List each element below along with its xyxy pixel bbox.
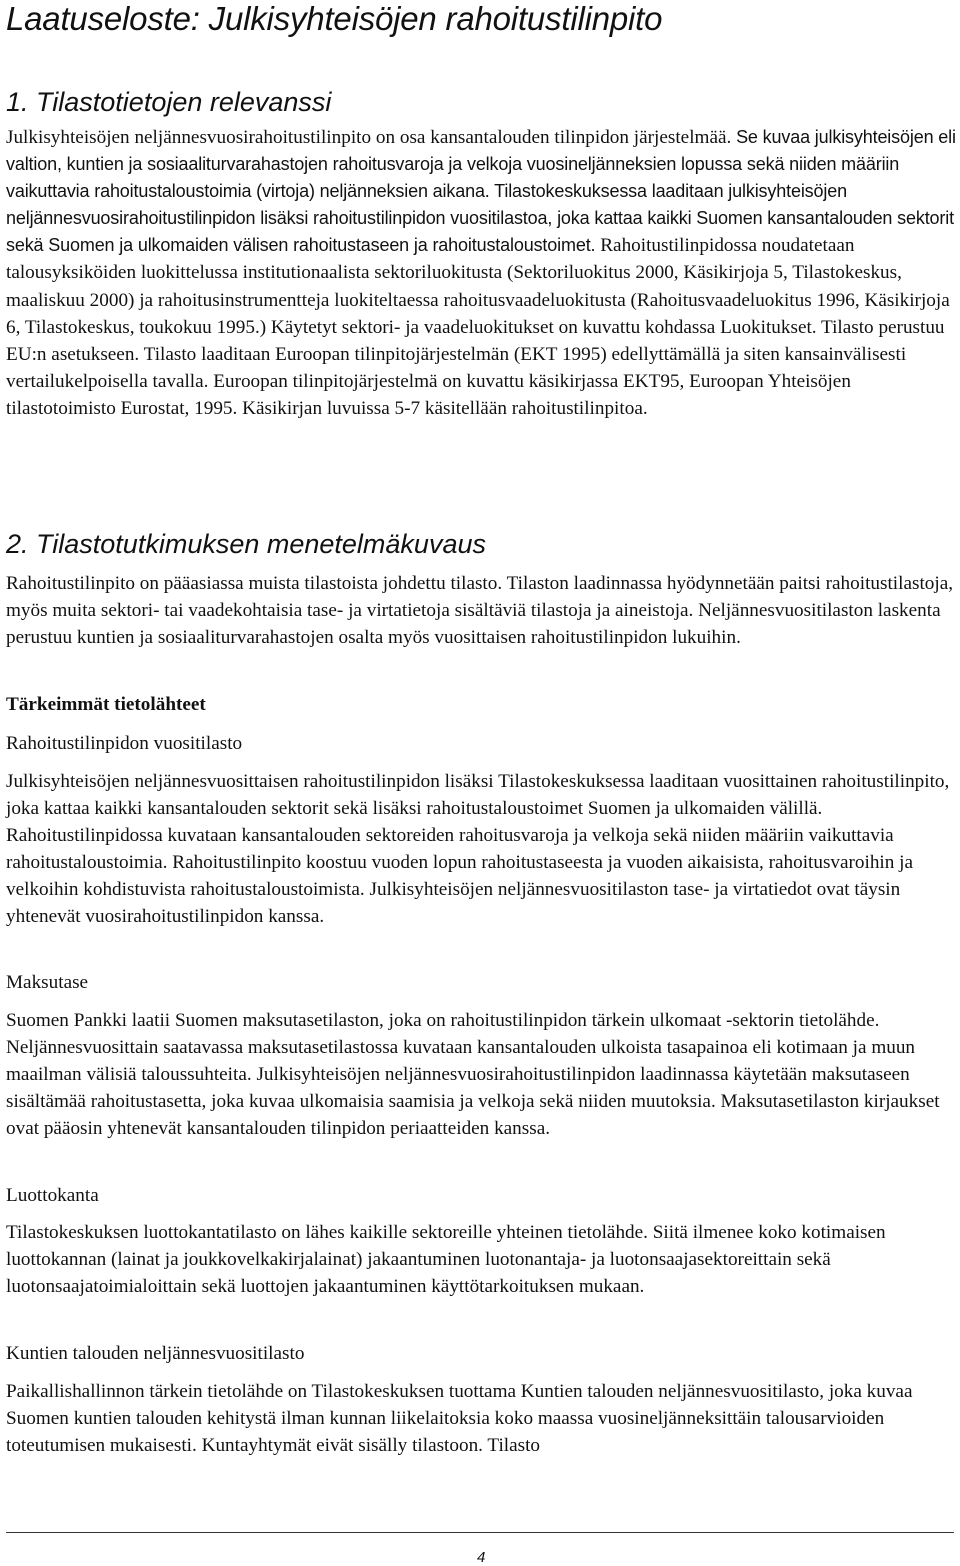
section-2-heading: 2. Tilastotutkimuksen menetelmäkuvaus <box>6 529 486 559</box>
source-4-text: Paikallishallinnon tärkein tietolähde on Tilastokeskuksen tuottama Kuntien talouden neljännesvuositilasto, joka kuvaa Suomen kuntien talouden kehitystä ilman kunnan liikelaitoksia koko maassa vuosineljänneksittäin talousarvioiden toteutumisen mukaisesti. Kuntayhtymät eivät sisälly tilastoon. Tilasto <box>6 1381 913 1457</box>
source-4-title: Kuntien talouden neljännesvuositilasto <box>6 1343 305 1364</box>
page-number: 4 <box>477 1549 486 1566</box>
section-1-paragraph <box>6 124 958 422</box>
section-2-intro: Rahoitustilinpito on pääasiassa muista tilastoista johdettu tilasto. Tilaston laadinnassa hyödynnetään paitsi rahoitustilastoja, myös muita sektori- tai vaadekohtaisia tase- ja virtatietoja sisältäviä tilastoja ja aineistoja. Neljännesvuositilaston laskenta perustuu kuntien ja sosiaaliturvarahastojen osalta myös vuosittaisen rahoitustilinpidon lukuihin. <box>6 573 954 649</box>
source-2-text: Suomen Pankki laatii Suomen maksutasetilaston, joka on rahoitustilinpidon tärkein ulkomaat -sektorin tietolähde. Neljännesvuosittain saatavassa maksutasetilastossa kuvataan kansantalouden ulkoista tasapainoa eli kotimaan ja muun maailman välisiä taloussuhteita. Julkisyhteisöjen neljännesvuosirahoitustilinpidon laadinnassa käytetään maksutaseen sisältämää rahoitustasetta, joka kuvaa ulkomaisia saamisia ja velkoja sekä niiden muutoksia. Maksutasetilaston kirjaukset ovat pääosin yhtenevät kansantalouden tilinpidon periaatteiden kanssa. <box>6 1010 940 1140</box>
source-1-title: Rahoitustilinpidon vuositilasto <box>6 733 243 754</box>
section-1-heading: 1. Tilastotietojen relevanssi <box>6 87 332 117</box>
source-1-text: Julkisyhteisöjen neljännesvuosittaisen rahoitustilinpidon lisäksi Tilastokeskuksessa laaditaan vuosittainen rahoitustilinpito, joka kattaa kaikki kansantalouden sektorit sekä lisäksi rahoitustaloustoimet Suomen ja ulkomaiden välillä. Rahoitustilinpidossa kuvataan kansantalouden sektoreiden rahoitusvaroja ja velkoja sekä niiden määriin vaikuttavia rahoitustaloustoimia. Rahoitustilinpito koostuu vuoden lopun rahoitustaseesta ja vuoden aikaisista, rahoitusvaroihin ja velkoihin kohdistuvista rahoitustaloustoimista. Julkisyhteisöjen neljännesvuositilaston tase- ja virtatiedot ovat täysin yhtenevät vuosirahoitustilinpidon kanssa. <box>6 771 950 928</box>
source-2-title: Maksutase <box>6 972 89 993</box>
section-1-text-c: Rahoitustilinpidossa noudatetaan talousyksiköiden luokittelussa institutionaalista sektoriluokitusta (Sektoriluokitus 2000, Käsikirjoja 5, Tilastokeskus, maaliskuu 2000) ja rahoitusinstrumentteja luokiteltaessa rahoitusvaadeluokitusta (Rahoitusvaadeluokitus 1996, Käsikirjoja 6, Tilastokeskus, toukokuu 1995.) Käytetyt sektori- ja vaadeluokitukset on kuvattu kohdassa Luokitukset. Tilasto perustuu EU:n asetukseen. Tilasto laaditaan Euroopan tilinpitojärjestelmän (EKT 1995) edellyttämällä ja siten kansainvälisesti vertailukelpoisella tavalla. Euroopan tilinpitojärjestelmä on kuvattu käsikirjassa EKT95, Euroopan Yhteisöjen tilastotoimisto Eurostat, 1995. Käsikirjan luvuissa 5-7 käsitellään rahoitustilinpitoa. <box>6 235 950 419</box>
source-3-text: Tilastokeskuksen luottokantatilasto on lähes kaikille sektoreille yhteinen tietolähde. Siitä ilmenee koko kotimaisen luottokannan (lainat ja joukkovelkakirjalainat) jakaantuminen luotonantaja- ja luotonsaajasektoreittain sekä luotonsaajatoimialoittain sekä luottojen jakaantuminen käyttötarkoituksen mukaan. <box>6 1222 886 1298</box>
section-1-text-a: Julkisyhteisöjen neljännesvuosirahoitustilinpito on osa kansantalouden tilinpidon järjestelmää. <box>6 127 737 148</box>
footer-divider <box>6 1532 954 1533</box>
section-1-text-b: Se kuvaa julkisyhteisöjen eli valtion, kuntien ja sosiaaliturvarahastojen rahoitusvaroja ja velkoja vuosineljänneksien lopussa sekä niiden määriin vaikuttavia rahoitustaloustoimia (virtoja) neljänneksien aikana. Tilastokeskuksessa laaditaan julkisyhteisöjen neljännesvuosirahoitustilinpidon lisäksi rahoitustilinpidon vuositilastoa, joka kattaa kaikki Suomen kansantalouden sektorit sekä Suomen ja ulkomaiden välisen rahoitustaseen ja rahoitustaloustoimet. <box>6 127 956 256</box>
source-3-title: Luottokanta <box>6 1185 99 1206</box>
document-title: Laatuseloste: Julkisyhteisöjen rahoitustilinpito <box>6 0 663 37</box>
main-sources-heading: Tärkeimmät tietolähteet <box>6 694 206 715</box>
